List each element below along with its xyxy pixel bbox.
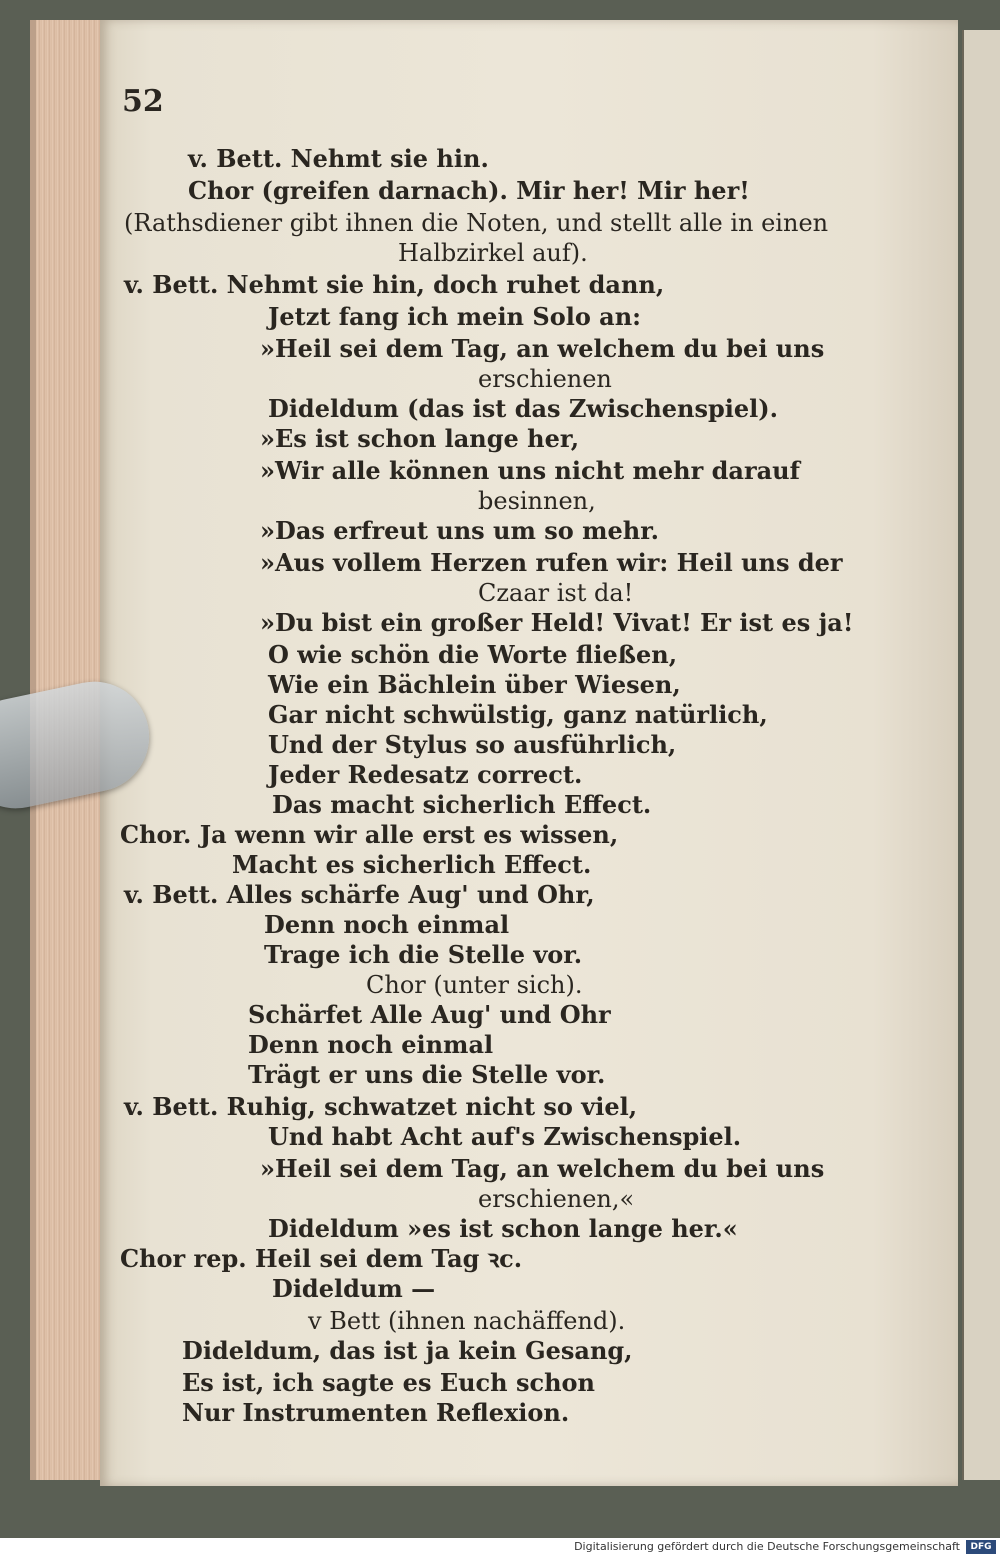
text-line: erschienen,« bbox=[478, 1185, 635, 1213]
text-line: v. Bett. Nehmt sie hin. bbox=[188, 144, 489, 173]
text-line: »Du bist ein großer Held! Vivat! Er ist es ja! bbox=[260, 608, 854, 637]
text-line: (Rathsdiener gibt ihnen die Noten, und stellt alle in einen bbox=[124, 209, 829, 237]
text-line: Wie ein Bächlein über Wiesen, bbox=[268, 670, 681, 699]
text-line: Es ist, ich sagte es Euch schon bbox=[182, 1368, 596, 1397]
text-line: Chor (unter sich). bbox=[366, 971, 583, 999]
text-line: Dideldum »es ist schon lange her.« bbox=[268, 1214, 738, 1243]
text-line: Nur Instrumenten Reflexion. bbox=[182, 1398, 570, 1427]
text-line: »Aus vollem Herzen rufen wir: Heil uns der bbox=[260, 548, 843, 577]
text-line: Halbzirkel auf). bbox=[398, 239, 588, 267]
text-line: Macht es sicherlich Effect. bbox=[232, 850, 592, 879]
text-line: v. Bett. Ruhig, schwatzet nicht so viel, bbox=[124, 1092, 638, 1121]
text-line: v. Bett. Alles schärfe Aug' und Ohr, bbox=[124, 880, 595, 909]
text-line: »Das erfreut uns um so mehr. bbox=[260, 516, 660, 545]
digitization-credit: Digitalisierung gefördert durch die Deutsche Forschungsgemeinschaft bbox=[574, 1540, 960, 1553]
text-line: Chor (greifen darnach). Mir her! Mir her! bbox=[188, 176, 750, 205]
text-line: Jeder Redesatz correct. bbox=[268, 760, 583, 789]
text-line: Czaar ist da! bbox=[478, 579, 634, 607]
footer-bar bbox=[0, 1538, 1000, 1557]
text-line: v. Bett. Nehmt sie hin, doch ruhet dann, bbox=[124, 270, 665, 299]
text-line: Das macht sicherlich Effect. bbox=[272, 790, 652, 819]
text-line: erschienen bbox=[478, 365, 612, 393]
text-line: Denn noch einmal bbox=[248, 1030, 494, 1059]
text-line: Trage ich die Stelle vor. bbox=[264, 940, 583, 969]
text-line: Denn noch einmal bbox=[264, 910, 510, 939]
text-line: Gar nicht schwülstig, ganz natürlich, bbox=[268, 700, 768, 729]
text-line: Trägt er uns die Stelle vor. bbox=[248, 1060, 606, 1089]
page-number: 52 bbox=[122, 84, 164, 119]
text-line: »Es ist schon lange her, bbox=[260, 424, 580, 453]
text-line: »Wir alle können uns nicht mehr darauf bbox=[260, 456, 800, 485]
text-line: v Bett (ihnen nachäffend). bbox=[308, 1307, 626, 1335]
text-line: »Heil sei dem Tag, an welchem du bei uns bbox=[260, 1154, 825, 1183]
text-line: Dideldum — bbox=[272, 1274, 436, 1303]
text-line: »Heil sei dem Tag, an welchem du bei uns bbox=[260, 334, 825, 363]
text-line: O wie schön die Worte fließen, bbox=[268, 640, 678, 669]
text-line: besinnen, bbox=[478, 487, 596, 515]
facing-page-edge bbox=[962, 30, 1000, 1480]
text-line: Dideldum, das ist ja kein Gesang, bbox=[182, 1336, 633, 1365]
text-line: Schärfet Alle Aug' und Ohr bbox=[248, 1000, 611, 1029]
text-line: Dideldum (das ist das Zwischenspiel). bbox=[268, 394, 778, 423]
text-line: Und habt Acht auf's Zwischenspiel. bbox=[268, 1122, 742, 1151]
dfg-logo: DFG bbox=[966, 1540, 996, 1554]
text-line: Jetzt fang ich mein Solo an: bbox=[268, 302, 642, 331]
text-line: Und der Stylus so ausführlich, bbox=[268, 730, 677, 759]
text-line: Chor rep. Heil sei dem Tag ꝛc. bbox=[120, 1244, 523, 1273]
text-line: Chor. Ja wenn wir alle erst es wissen, bbox=[120, 820, 619, 849]
